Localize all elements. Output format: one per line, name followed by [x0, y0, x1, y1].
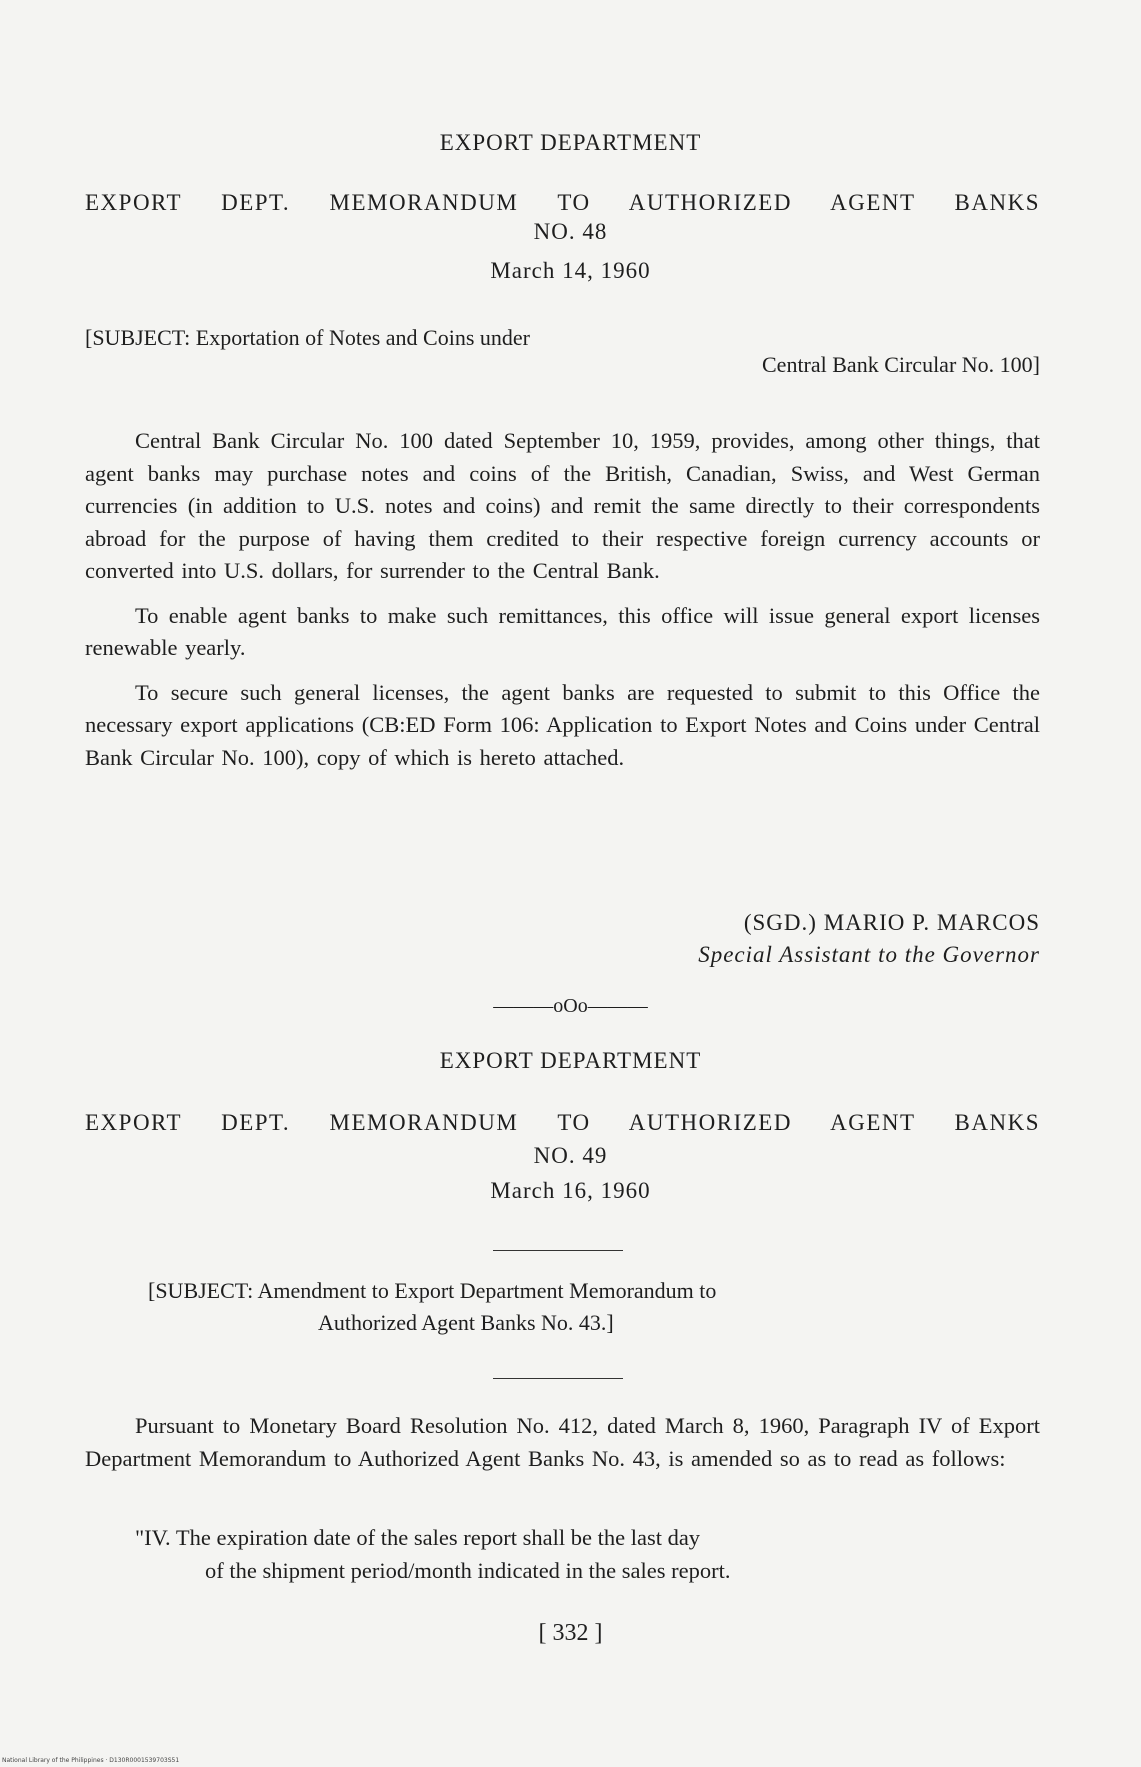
- subject-line-2-memo49: Authorized Agent Banks No. 43.]: [318, 1310, 614, 1335]
- quoted-amendment-line-1: "IV. The expiration date of the sales report shall be the last day: [135, 1525, 701, 1550]
- memo-date-2: March 16, 1960: [490, 1178, 651, 1203]
- memo-number-2: NO. 49: [533, 1143, 608, 1168]
- quoted-amendment-line-2: of the shipment period/month indicated in the sales report.: [205, 1558, 731, 1583]
- memo48-body: [85, 425, 1040, 774]
- memo-title-2: EXPORT DEPT. MEMORANDUM TO AUTHORIZED AGENT BANKS: [85, 1110, 1040, 1135]
- library-footer: National Library of the Philippines · D130R0001539703S51: [2, 1757, 180, 1764]
- memo-date: March 14, 1960: [490, 258, 651, 283]
- memo-title: EXPORT DEPT. MEMORANDUM TO AUTHORIZED AGENT BANKS: [85, 190, 1040, 215]
- subject-line-2: Central Bank Circular No. 100]: [762, 352, 1040, 377]
- memo49-body: [85, 1410, 1040, 1475]
- department-heading: EXPORT DEPARTMENT: [439, 130, 702, 155]
- subject-line-1-memo49: [SUBJECT: Amendment to Export Department Memorandum to: [148, 1278, 717, 1303]
- memo-number: NO. 48: [533, 219, 608, 244]
- memo48-paragraph-1: Central Bank Circular No. 100 dated September 10, 1959, provides, among other things, that agent banks may purchase notes and coins of the British, Canadian, Swiss, and West German currencies (in addition to U.S. notes and coins) and remit the same directly to their correspondents abroad for the purpose of having them credited to their respective foreign currency accounts or converted into U.S. dollars, for surrender to the Central Bank.: [85, 428, 1040, 583]
- memo49-paragraph-1: Pursuant to Monetary Board Resolution No. 412, dated March 8, 1960, Paragraph IV of Export Department Memorandum to Authorized Agent Banks No. 43, is amended so as to read as follows:: [85, 1413, 1040, 1471]
- section-separator: ———oOo———: [493, 995, 648, 1017]
- divider-rule: [493, 1378, 623, 1379]
- signatory-title: Special Assistant to the Governor: [698, 942, 1040, 967]
- memo48-paragraph-3: To secure such general licenses, the agent banks are requested to submit to this Office the necessary export applications (CB:ED Form 106: Application to Export Notes and Coins under Central Bank Circular No. 100), copy of which is hereto attached.: [85, 679, 1040, 770]
- page-number: [ 332 ]: [538, 1620, 603, 1646]
- signatory-name: (SGD.) MARIO P. MARCOS: [743, 910, 1040, 935]
- memo48-paragraph-2: To enable agent banks to make such remittances, this office will issue general export licenses renewable yearly.: [85, 602, 1040, 660]
- divider-rule: [493, 1250, 623, 1251]
- subject-line-1: [SUBJECT: Exportation of Notes and Coins under: [85, 325, 530, 350]
- department-heading-2: EXPORT DEPARTMENT: [439, 1048, 702, 1073]
